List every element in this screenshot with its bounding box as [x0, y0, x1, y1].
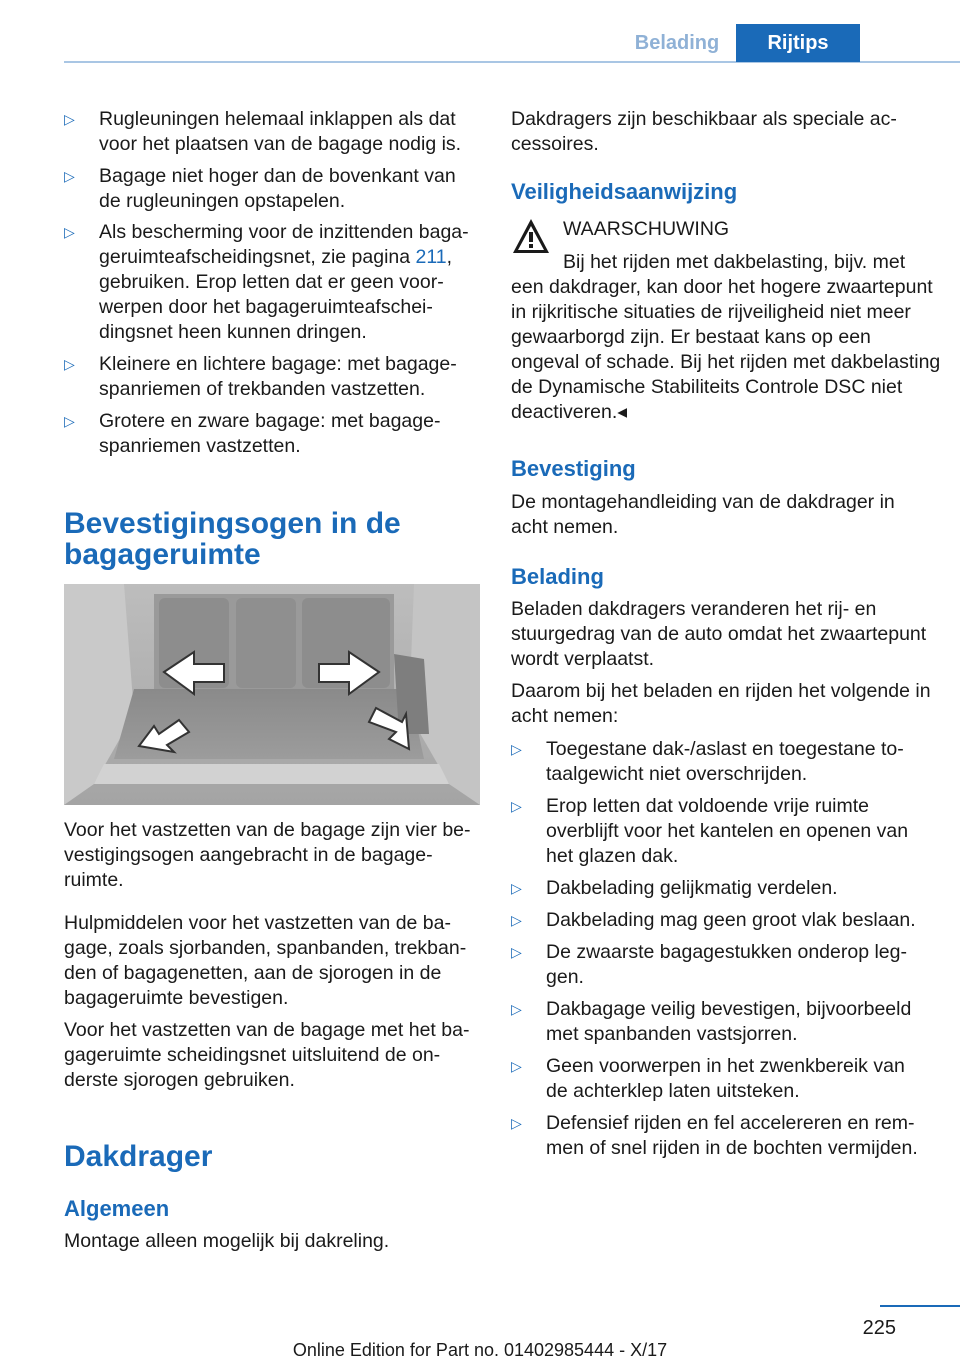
- subheading-veiligheidsaanwijzing: Veiligheidsaanwijzing: [511, 179, 738, 204]
- bullet-triangle-icon: ▷: [511, 944, 522, 960]
- paragraph: Daarom bij het beladen en rijden het volgende in acht nemen:: [511, 680, 931, 727]
- subheading-algemeen: Algemeen: [64, 1196, 170, 1221]
- paragraph: Beladen dakdragers veranderen het rij- en stuurgedrag van de auto omdat het zwaartepunt wordt verplaatst.: [511, 598, 927, 670]
- paragraph: Hulpmiddelen voor het vastzetten van de bagage, zoals sjorbanden, spanbanden, trekbanden of bagagenetten, aan de sjorogen in de bagageruimte bevestigen.: [64, 912, 467, 1009]
- list-item: ▷ Als bescherming voor de inzittenden bagageruimteafscheidingsnet, zie pagina 211, gebruiken. Erop letten dat er geen voorwerpen door het bagageruimteafscheidingsnet heen kunnen dringen.: [64, 221, 469, 343]
- bullet-triangle-icon: ▷: [64, 111, 75, 127]
- list-item: ▷ Dakbelading mag geen groot vlak beslaan.: [511, 909, 916, 931]
- list-item: ▷ Grotere en zware bagage: met bagagespanriemen vastzetten.: [64, 410, 441, 457]
- paragraph: Montage alleen mogelijk bij dakreling.: [64, 1230, 390, 1252]
- footer-rule: [880, 1305, 960, 1307]
- bullet-triangle-icon: ▷: [511, 1058, 522, 1074]
- bullet-triangle-icon: ▷: [511, 798, 522, 814]
- list-item: ▷ Kleinere en lichtere bagage: met bagagespanriemen of trekbanden vastzetten.: [64, 353, 457, 400]
- list-item: ▷ Erop letten dat voldoende vrije ruimte overblijft voor het kantelen en openen van het glazen dak.: [511, 795, 909, 867]
- bullet-triangle-icon: ▷: [64, 168, 75, 184]
- tab-rijtips[interactable]: Rijtips: [736, 24, 860, 62]
- page-number: 225: [862, 1317, 896, 1339]
- page-link-211[interactable]: 211: [415, 246, 447, 268]
- list-item: ▷ Geen voorwerpen in het zwenkbereik van de achterklep laten uitsteken.: [511, 1055, 905, 1102]
- bullet-triangle-icon: ▷: [64, 224, 75, 240]
- subheading-bevestiging: Bevestiging: [511, 456, 636, 481]
- edition-footer: Online Edition for Part no. 01402985444 - X/17: [292, 1340, 668, 1360]
- heading-bevestigingsogen: Bevestigingsogen in de bagageruimte: [64, 507, 401, 571]
- list-item: ▷ Dakbelading gelijkmatig verdelen.: [511, 877, 838, 899]
- paragraph: De montagehandleiding van de dakdrager in acht nemen.: [511, 491, 895, 538]
- warning-title: WAARSCHUWING: [563, 218, 730, 240]
- list-item: ▷ Toegestane dak-/aslast en toegestane totaalgewicht niet overschrijden.: [511, 738, 904, 785]
- bullet-triangle-icon: ▷: [511, 880, 522, 896]
- list-item: ▷ Dakbagage veilig bevestigen, bijvoorbeeld met spanbanden vastsjorren.: [511, 998, 912, 1045]
- heading-dakdrager: Dakdrager: [64, 1140, 213, 1173]
- paragraph: Dakdragers zijn beschikbaar als speciale accessoires.: [511, 108, 897, 155]
- bullet-triangle-icon: ▷: [511, 912, 522, 928]
- subheading-belading: Belading: [511, 564, 604, 589]
- list-item: ▷ Defensief rijden en fel accelereren en remmen of snel rijden in de bochten vermijden.: [511, 1112, 918, 1159]
- bullet-triangle-icon: ▷: [64, 413, 75, 429]
- tab-belading[interactable]: Belading: [634, 32, 720, 54]
- warning-triangle-icon: [511, 217, 551, 255]
- list-item: ▷ Rugleuningen helemaal inklappen als dat voor het plaatsen van de bagage nodig is.: [64, 108, 462, 155]
- trunk-photo: [64, 584, 480, 805]
- list-item: ▷ Bagage niet hoger dan de bovenkant van de rugleuningen opstapelen.: [64, 165, 456, 212]
- bullet-triangle-icon: ▷: [511, 741, 522, 757]
- paragraph: Voor het vastzetten van de bagage zijn vier bevestigingsogen aangebracht in de bagageruimte.: [64, 819, 471, 891]
- bullet-triangle-icon: ▷: [64, 356, 75, 372]
- warning-text: Bij het rijden met dakbelasting, bijv. met: [563, 251, 906, 273]
- paragraph: Voor het vastzetten van de bagage met het bagageruimte scheidingsnet uitsluitend de onderste sjorogen gebruiken.: [64, 1019, 470, 1091]
- warning-text: een dakdrager, kan door het hogere zwaartepunt in rijkritische situaties de rijveiligheid niet meer gewaarborgd zijn. Er bestaat kans op een ongeval of schade. Bij het rijden met dakbelasting de Dynamische Stabiliteits Controle DSC niet deactiveren.◂: [511, 276, 941, 423]
- bullet-triangle-icon: ▷: [511, 1115, 522, 1131]
- bullet-triangle-icon: ▷: [511, 1001, 522, 1017]
- list-item: ▷ De zwaarste bagagestukken onderop leggen.: [511, 941, 907, 988]
